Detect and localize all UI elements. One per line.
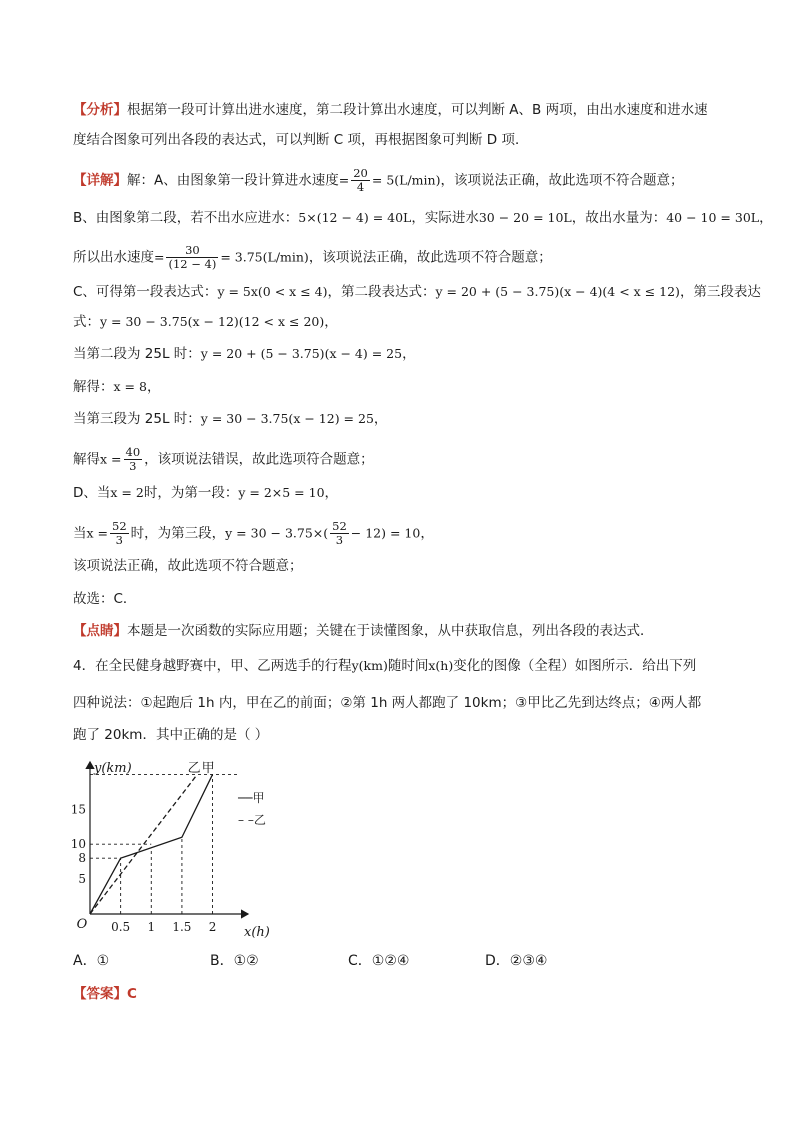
detail-line-d2 <box>73 520 434 547</box>
question-text-2: 随时间 <box>387 658 429 674</box>
x-tick-label-1: 1 <box>147 920 156 934</box>
frac-numerator: 52 <box>332 519 347 533</box>
detail-c5-math: y = 30 − 3.75(x − 12) = 25 <box>200 411 374 426</box>
detail-b2-result: = 3.75(L/min) <box>220 249 309 265</box>
y-tick-label-3: 15 <box>70 802 86 817</box>
frac-denominator: 3 <box>129 459 137 473</box>
detail-a-result: = 5(L/min) <box>371 172 441 188</box>
detail-b1-math-3: 40 − 10 = 30L <box>666 210 760 225</box>
detail-c1-text-2: ，第二段表达式： <box>327 284 436 300</box>
question-text-1: 4．在全民健身越野赛中，甲、乙两选手的行程 <box>73 658 352 674</box>
analysis-line-1 <box>73 100 708 120</box>
y-tick-label-2: 10 <box>70 837 86 852</box>
detail-line-d3 <box>73 556 303 576</box>
option-b-label: B．①② <box>210 953 259 969</box>
detail-d1-text: D、当 <box>73 485 111 501</box>
option-c[interactable] <box>348 950 409 970</box>
detail-b2-text: 所以出水速度 <box>73 249 154 266</box>
question-text-3: 变化的图像（全程）如图所示．给出下列 <box>453 658 697 674</box>
analysis-text-2: 度结合图象可列出各段的表达式，可以判断 C 项，再根据图象可判断 D 项． <box>73 132 529 148</box>
analysis-line-2 <box>73 130 529 150</box>
detail-line-c4 <box>73 377 160 397</box>
question-math-1: y(km) <box>351 658 388 673</box>
detail-d1-end: ， <box>324 485 339 501</box>
end-label-0: 乙 <box>187 761 201 776</box>
option-c-label: C．①②④ <box>348 953 410 969</box>
detail-b1-math-2: 30 − 20 = 10L <box>478 210 572 225</box>
detail-c2-end: ， <box>324 314 338 330</box>
question-math-2: x(h) <box>428 658 454 673</box>
x-tick-label-2: 1.5 <box>172 920 192 934</box>
detail-tag: 【详解】 <box>73 172 127 189</box>
detail-d2-math-1: x = <box>86 525 108 541</box>
detail-d1-math-2: y = 2×5 = 10 <box>238 485 325 500</box>
detail-d2-math-2: y = 30 − 3.75×( <box>225 525 329 541</box>
detail-b1-text-2: ，实际进水 <box>411 210 479 226</box>
detail-d3-text: 该项说法正确，故此选项不符合题意； <box>73 558 303 574</box>
detail-c3-end: ， <box>402 346 416 362</box>
question-line-2 <box>73 693 701 713</box>
detail-c3-math: y = 20 + (5 − 3.75)(x − 4) = 25 <box>200 346 403 361</box>
frac-numerator: 20 <box>353 166 368 180</box>
option-a-label: A．① <box>73 953 110 969</box>
detail-choice: 故选：C． <box>73 591 137 607</box>
detail-c2-math: y = 30 − 3.75(x − 12)(12 < x ≤ 20) <box>100 314 325 329</box>
comment-text: 本题是一次函数的实际应用题；关键在于读懂图象，从中获取信息，列出各段的表达式． <box>127 623 654 639</box>
detail-d2-fraction-2 <box>330 520 349 547</box>
detail-d2-text: 当 <box>73 525 87 542</box>
detail-c1-text: C、可得第一段表达式： <box>73 284 218 300</box>
y-tick-label-1: 8 <box>78 851 86 866</box>
detail-c5-text: 当第三段为 25L 时： <box>73 411 201 427</box>
detail-line-d1 <box>73 483 338 503</box>
option-d-label: D．②③④ <box>485 953 548 969</box>
detail-a-fraction <box>351 167 370 194</box>
detail-line-c6 <box>73 446 374 473</box>
frac-denominator: 4 <box>356 180 365 194</box>
analysis-tag: 【分析】 <box>73 102 127 118</box>
end-label-1: 甲 <box>201 761 215 776</box>
detail-b1-text: B、由图象第二段，若不出水应进水： <box>73 210 299 226</box>
origin-label: O <box>76 917 88 932</box>
detail-line-c1 <box>73 282 761 302</box>
option-d[interactable] <box>485 950 547 970</box>
y-axis-title: y(km) <box>94 761 132 776</box>
detail-a-conclusion: ，该项说法正确，故此选项不符合题意； <box>440 172 684 189</box>
detail-line-c2 <box>73 312 338 332</box>
option-b[interactable] <box>210 950 259 970</box>
detail-d2-math-3: − 12) = 10 <box>350 525 421 541</box>
detail-a-eq: = <box>338 172 350 188</box>
x-tick-label-0: 0.5 <box>111 920 131 934</box>
option-a[interactable] <box>73 950 109 970</box>
detail-c1-math-2: y = 20 + (5 − 3.75)(x − 4)(4 < x ≤ 12) <box>435 284 680 299</box>
frac-numerator: 40 <box>125 445 141 459</box>
detail-c1-end: ，第三段表达 <box>679 284 761 300</box>
answer-value: C <box>127 986 137 1002</box>
detail-b1-end: ， <box>759 210 773 226</box>
frac-denominator: (12 − 4) <box>168 257 217 271</box>
frac-denominator: 3 <box>335 533 344 547</box>
answer-tag: 【答案】 <box>73 986 127 1002</box>
question-line-1 <box>73 656 696 676</box>
question-text-5: 跑了 20km．其中正确的是（ ） <box>73 727 269 743</box>
legend-item-乙: – –乙 <box>238 813 266 827</box>
distance-time-chart <box>70 758 270 940</box>
detail-c5-end: ， <box>373 411 388 427</box>
detail-choice-line <box>73 589 136 609</box>
detail-line-b2 <box>73 244 552 271</box>
detail-b1-text-3: ，故出水量为： <box>571 210 667 226</box>
detail-d2-end: ， <box>420 525 434 542</box>
frac-denominator: 3 <box>115 533 123 547</box>
frac-numerator: 30 <box>166 244 218 258</box>
analysis-text-1: 根据第一段可计算出进水速度，第二段计算出水速度，可以判断 A、B 两项，由出水速度和进水速 <box>127 102 708 118</box>
comment-line <box>73 621 654 641</box>
detail-d1-text-2: 时，为第一段： <box>143 485 239 501</box>
detail-c6-math: x = <box>100 451 122 467</box>
detail-c4-text: 解得： <box>73 379 114 395</box>
detail-c2-text: 式： <box>73 314 100 330</box>
detail-b2-conclusion: ，该项说法正确，故此选项不符合题意； <box>308 249 552 266</box>
detail-d2-fraction-1 <box>110 520 129 547</box>
legend-item-甲: ──甲 <box>238 791 265 805</box>
question-text-4: 四种说法：①起跑后 1h 内，甲在乙的前面；②第 1h 两人都跑了 10km；③甲比乙先到达终点；④两人都 <box>73 695 702 711</box>
detail-line-c3 <box>73 344 416 364</box>
detail-c4-math: x = 8 <box>113 379 147 394</box>
detail-a-text: 解：A、由图象第一段计算进水速度 <box>127 172 339 189</box>
detail-d1-math-1: x = 2 <box>110 485 144 500</box>
detail-c1-math-1: y = 5x(0 < x ≤ 4) <box>217 284 328 299</box>
detail-b2-eq: = <box>154 249 165 265</box>
detail-b1-math-1: 5×(12 − 4) = 40L <box>298 210 412 225</box>
x-tick-label-3: 2 <box>208 920 217 934</box>
detail-b2-fraction <box>166 244 218 271</box>
detail-c6-text: 解得 <box>73 451 100 468</box>
frac-numerator: 52 <box>112 519 127 533</box>
y-tick-label-0: 5 <box>78 872 86 887</box>
question-line-3 <box>73 725 268 745</box>
comment-tag: 【点睛】 <box>73 623 127 639</box>
detail-c4-end: ， <box>146 379 161 395</box>
detail-line-c5 <box>73 409 387 429</box>
detail-c3-text: 当第二段为 25L 时： <box>73 346 201 362</box>
detail-c6-conclusion: ，该项说法错误，故此选项符合题意； <box>144 451 374 468</box>
x-axis-title: x(h) <box>244 925 270 940</box>
detail-line-b1 <box>73 208 773 228</box>
series-line-乙 <box>90 774 197 914</box>
detail-c6-fraction <box>124 446 143 473</box>
answer-line <box>73 984 137 1004</box>
detail-line-a <box>73 167 683 194</box>
detail-d2-text-2: 时，为第三段， <box>130 525 226 542</box>
